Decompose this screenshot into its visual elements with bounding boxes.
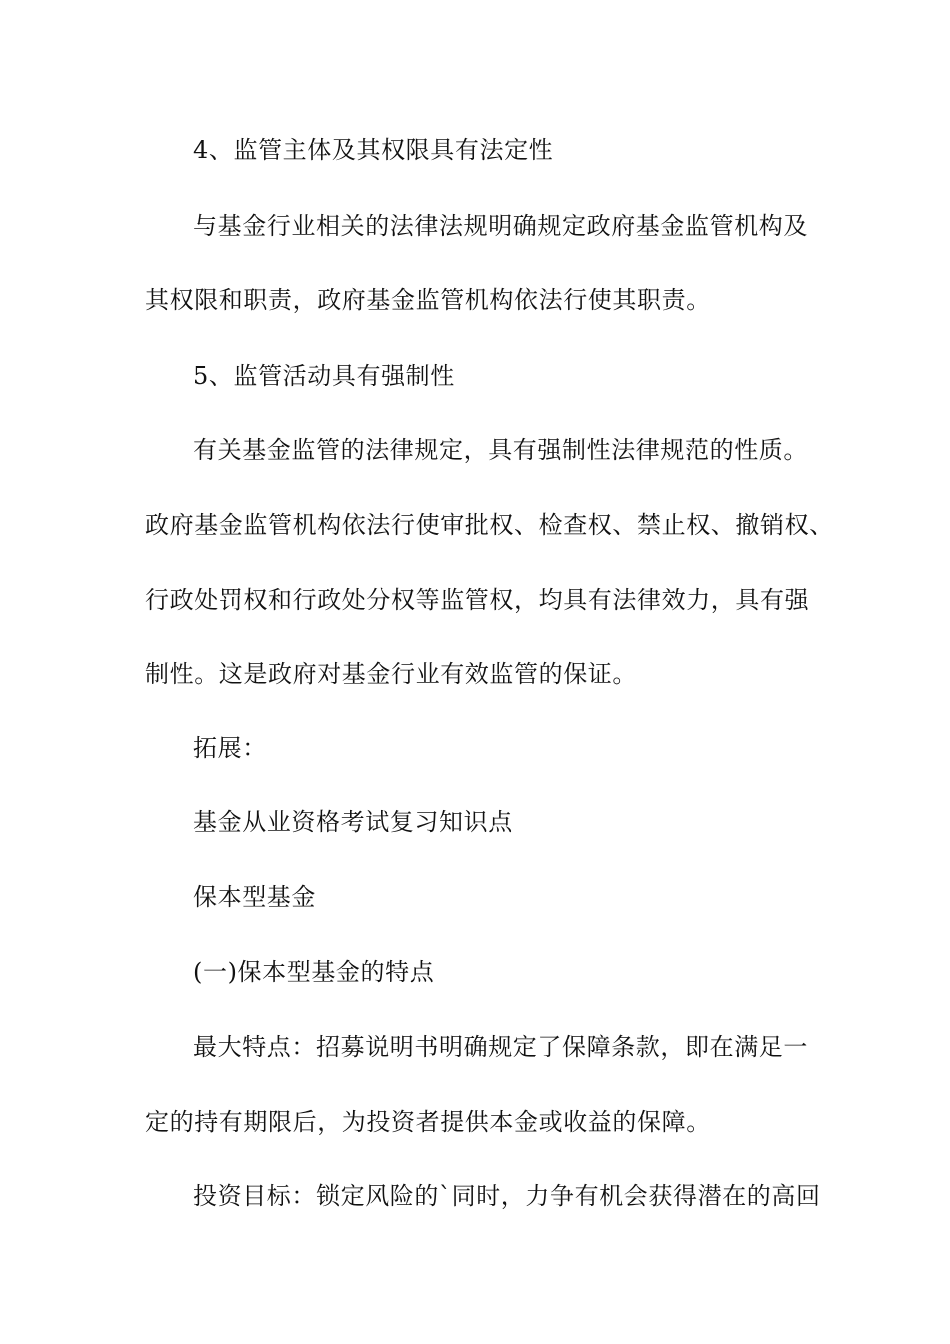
extension-heading: 拓展： bbox=[193, 734, 267, 762]
paragraph-line: 定的持有期限后，为投资者提供本金或收益的保障。 bbox=[145, 1108, 711, 1136]
paragraph-line: 行政处罚权和行政处分权等监管权，均具有法律效力，具有强 bbox=[145, 586, 810, 614]
subsection-title: 保本型基金 bbox=[193, 883, 316, 911]
paragraph-line: 有关基金监管的法律规定，具有强制性法律规范的性质。 bbox=[193, 436, 808, 464]
paragraph-line: 其权限和职责，政府基金监管机构依法行使其职责。 bbox=[145, 286, 711, 314]
paragraph-line: 政府基金监管机构依法行使审批权、检查权、禁止权、撤销权、 bbox=[145, 511, 834, 539]
paragraph-line: 与基金行业相关的法律法规明确规定政府基金监管机构及 bbox=[193, 212, 808, 240]
paragraph-line: 投资目标：锁定风险的`同时，力争有机会获得潜在的高回 bbox=[193, 1182, 821, 1210]
section-heading-5: 5、监管活动具有强制性 bbox=[193, 362, 455, 390]
topic-title: 基金从业资格考试复习知识点 bbox=[193, 808, 513, 836]
paragraph-line: 制性。这是政府对基金行业有效监管的保证。 bbox=[145, 660, 637, 688]
paragraph-line: 最大特点：招募说明书明确规定了保障条款，即在满足一 bbox=[193, 1033, 808, 1061]
section-heading-4: 4、监管主体及其权限具有法定性 bbox=[193, 136, 554, 164]
subsection-heading: (一)保本型基金的特点 bbox=[193, 958, 435, 986]
